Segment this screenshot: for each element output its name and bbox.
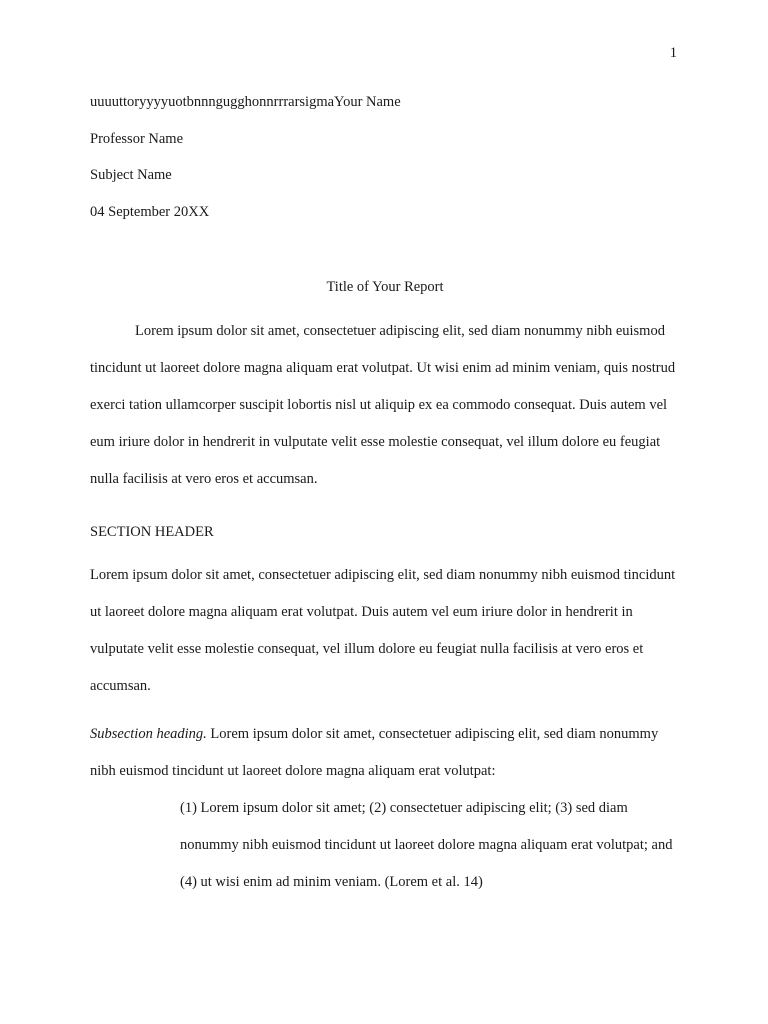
section-paragraph: Lorem ipsum dolor sit amet, consectetuer adipiscing elit, sed diam nonummy nibh euismod tincidunt ut laoreet dolore magna aliquam erat volutpat. Duis autem vel eum iriure dolor in hendrerit in vulputate velit esse molestie consequat, vel illum dolore eu feugiat nulla facilisis at vero eros et accumsan.: [90, 567, 676, 695]
intro-paragraph: Lorem ipsum dolor sit amet, consectetuer adipiscing elit, sed diam nonummy nibh euismod tincidunt ut laoreet dolore magna aliquam erat volutpat. Ut wisi enim ad minim veniam, quis nostrud exerci tation ullamcorper suscipit lobortis nisl ut aliquip ex ea commodo consequat. Duis autem vel eum iriure dolor in hendrerit in vulputate velit esse molestie consequat, vel illum dolore eu feugiat nulla facilisis at vero eros et accumsan.: [90, 323, 676, 488]
document-date: 04 September 20XX: [90, 204, 210, 221]
report-title: Title of Your Report: [326, 279, 444, 296]
professor-name: Professor Name: [90, 130, 184, 147]
subsection-heading: Subsection heading.: [90, 726, 207, 743]
subsection-text: Lorem ipsum dolor sit amet, consectetuer adipiscing elit, sed diam nonummy nibh euismod tincidunt ut laoreet dolore magna aliquam erat volutpat:: [90, 726, 659, 780]
document-body: [90, 91, 680, 901]
block-quote: (1) Lorem ipsum dolor sit amet; (2) consectetuer adipiscing elit; (3) sed diam nonummy nibh euismod tincidunt ut laoreet dolore magna aliquam erat volutpat; and (4) ut wisi enim ad minim veniam. (Lorem et al. 14): [180, 800, 673, 891]
page-number: 1: [669, 45, 677, 61]
author-name: uuuuttoryyyyuotbnnngugghonnrrrarsigmaYour Name: [90, 94, 401, 110]
subject-name: Subject Name: [90, 167, 172, 184]
subsection-paragraph: [90, 716, 680, 790]
section-header: SECTION HEADER: [90, 524, 214, 541]
